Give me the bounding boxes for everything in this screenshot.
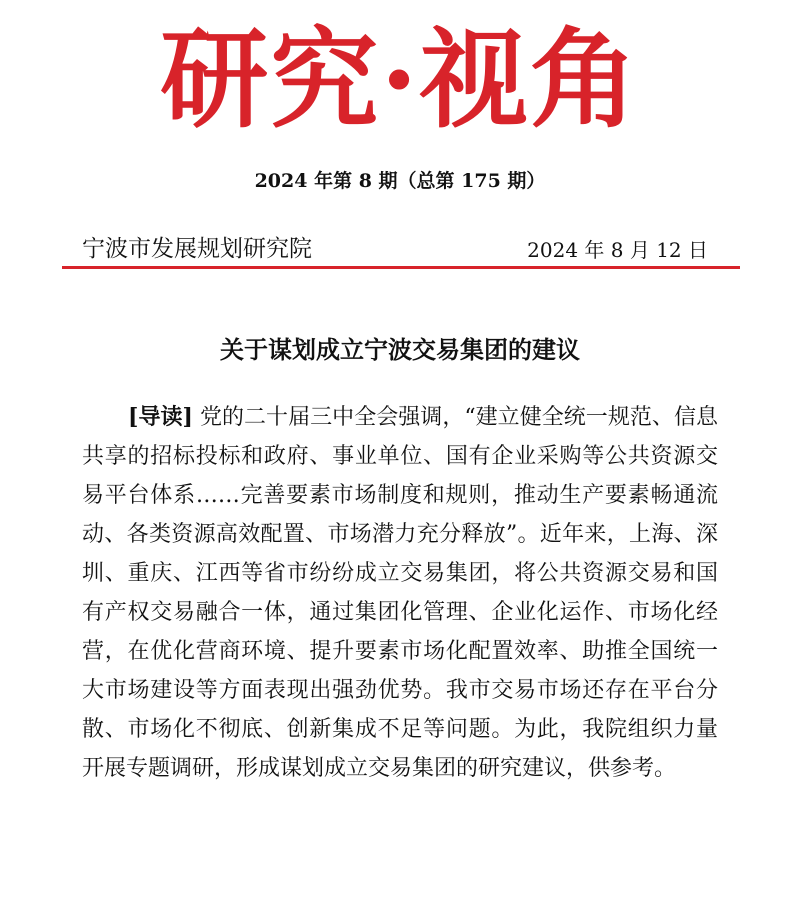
publish-date: 2024 年 8 月 12 日 (527, 238, 708, 262)
article-title: 关于谋划成立宁波交易集团的建议 (220, 335, 580, 364)
publisher-name: 宁波市发展规划研究院 (82, 236, 312, 262)
header-rule (62, 266, 740, 269)
lead-text: 党的二十届三中全会强调，“建立健全统一规范、信息共享的招标投标和政府、事业单位、国有企业采购等公共资源交易平台体系……完善要素市场制度和规则，推动生产要素畅通流动、各类资源高效配置、市场潜力充分释放”。近年来，上海、深圳、重庆、江西等省市纷纷成立交易集团，将公共资源交易和国有产权交易融合一体，通过集团化管理、企业化运作、市场化经营，在优化营商环境、提升要素市场化配置效率、助推全国统一大市场建设等方面表现出强劲优势。我市交易市场还存在平台分散、市场化不彻底、创新集成不足等问题。为此，我院组织力量开展专题调研，形成谋划成立交易集团的研究建议，供参考。 (82, 405, 718, 781)
lead-label: [导读] (128, 404, 193, 430)
lead-paragraph (82, 398, 718, 788)
issue-number: 2024 年第 8 期（总第 175 期） (254, 170, 546, 192)
masthead-title: 研究·视角 (160, 17, 640, 143)
